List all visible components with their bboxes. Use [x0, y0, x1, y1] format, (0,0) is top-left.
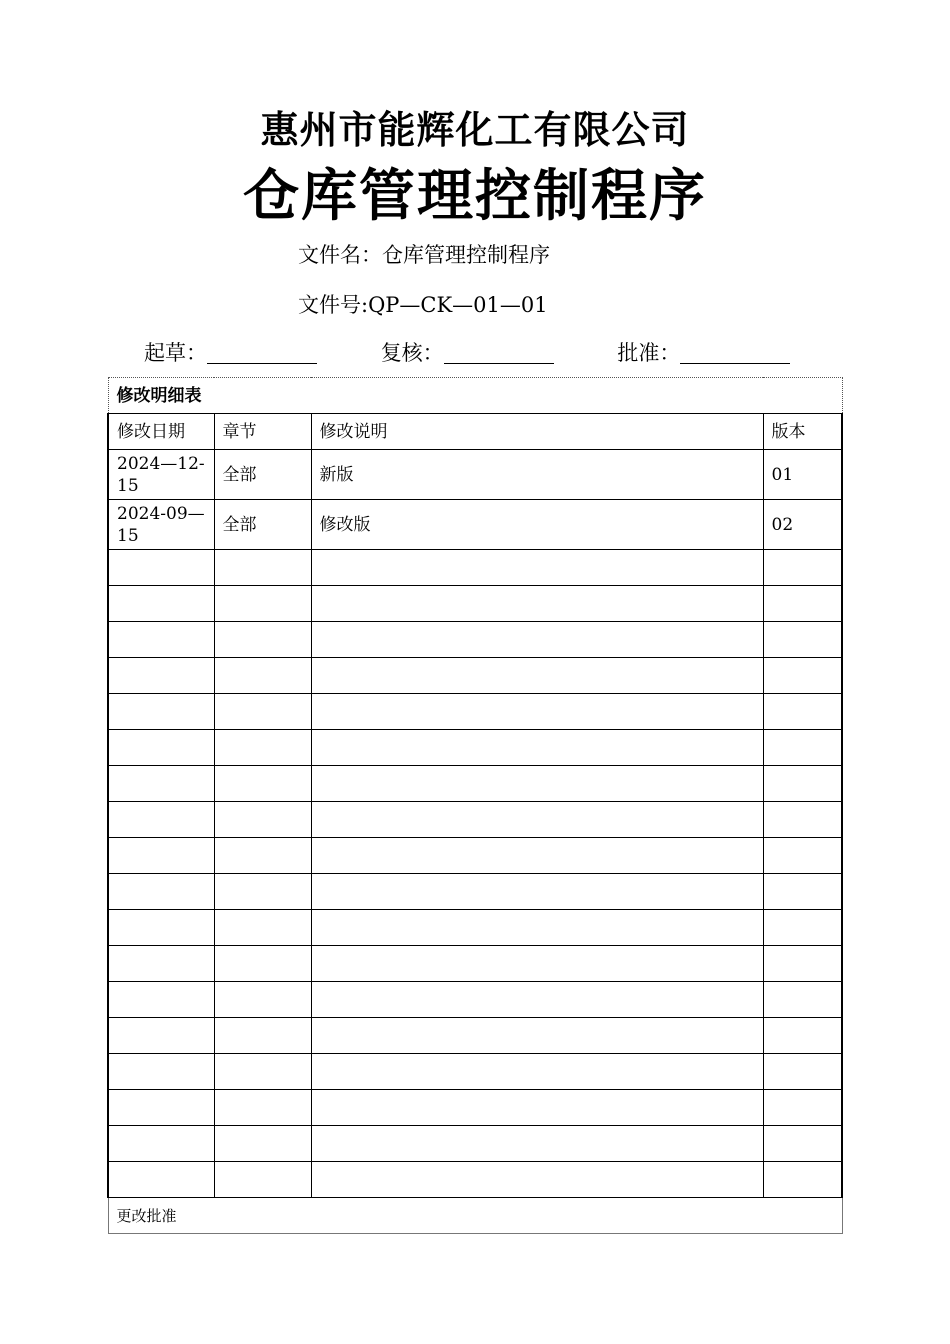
row-version: 01 [763, 450, 842, 500]
empty-version-cell[interactable] [763, 730, 842, 766]
header-description: 修改说明 [311, 414, 763, 450]
empty-date-cell[interactable] [108, 550, 214, 586]
empty-table-row [108, 1126, 842, 1162]
empty-version-cell[interactable] [763, 1054, 842, 1090]
empty-description-cell[interactable] [311, 550, 763, 586]
approve-label: 批准： [617, 341, 681, 365]
empty-description-cell[interactable] [311, 874, 763, 910]
review-label: 复核： [380, 341, 444, 365]
file-number-value: QP—CK—01—01 [368, 293, 548, 317]
empty-chapter-cell[interactable] [214, 1090, 311, 1126]
empty-description-cell[interactable] [311, 1090, 763, 1126]
empty-description-cell[interactable] [311, 730, 763, 766]
revision-table [107, 377, 843, 1234]
empty-table-row [108, 838, 842, 874]
empty-date-cell[interactable] [108, 946, 214, 982]
empty-table-row [108, 982, 842, 1018]
empty-chapter-cell[interactable] [214, 586, 311, 622]
empty-date-cell[interactable] [108, 694, 214, 730]
empty-chapter-cell[interactable] [214, 982, 311, 1018]
table-row [108, 450, 842, 500]
document-title: 仓库管理控制程序 [243, 163, 707, 229]
empty-chapter-cell[interactable] [214, 1162, 311, 1198]
empty-table-row [108, 946, 842, 982]
empty-version-cell[interactable] [763, 1126, 842, 1162]
file-name-line [298, 240, 550, 270]
draft-label: 起草： [144, 341, 207, 365]
file-number-line [298, 290, 548, 320]
empty-version-cell[interactable] [763, 946, 842, 982]
empty-chapter-cell[interactable] [214, 1126, 311, 1162]
empty-table-row [108, 658, 842, 694]
empty-table-row [108, 766, 842, 802]
empty-version-cell[interactable] [763, 910, 842, 946]
empty-table-row [108, 550, 842, 586]
empty-date-cell[interactable] [108, 802, 214, 838]
review-signature [381, 338, 611, 368]
header-version: 版本 [763, 414, 842, 450]
empty-description-cell[interactable] [311, 1054, 763, 1090]
empty-chapter-cell[interactable] [214, 730, 311, 766]
empty-description-cell[interactable] [311, 622, 763, 658]
empty-date-cell[interactable] [108, 730, 214, 766]
revision-table-header [108, 414, 842, 450]
empty-description-cell[interactable] [311, 802, 763, 838]
empty-date-cell[interactable] [108, 622, 214, 658]
header-date: 修改日期 [108, 414, 214, 450]
signature-row [144, 338, 847, 368]
approve-signature [617, 338, 847, 368]
empty-chapter-cell[interactable] [214, 1018, 311, 1054]
empty-date-cell[interactable] [108, 1090, 214, 1126]
empty-date-cell[interactable] [108, 1162, 214, 1198]
empty-version-cell[interactable] [763, 802, 842, 838]
empty-table-row [108, 730, 842, 766]
row-version: 02 [763, 500, 842, 550]
empty-description-cell[interactable] [311, 1018, 763, 1054]
empty-chapter-cell[interactable] [214, 802, 311, 838]
empty-chapter-cell[interactable] [214, 946, 311, 982]
empty-chapter-cell[interactable] [214, 874, 311, 910]
empty-date-cell[interactable] [108, 1054, 214, 1090]
empty-chapter-cell[interactable] [214, 838, 311, 874]
empty-version-cell[interactable] [763, 838, 842, 874]
empty-description-cell[interactable] [311, 982, 763, 1018]
empty-chapter-cell[interactable] [214, 766, 311, 802]
empty-table-row [108, 694, 842, 730]
empty-description-cell[interactable] [311, 1126, 763, 1162]
empty-chapter-cell[interactable] [214, 694, 311, 730]
empty-date-cell[interactable] [108, 1018, 214, 1054]
empty-version-cell[interactable] [763, 694, 842, 730]
empty-date-cell[interactable] [108, 586, 214, 622]
empty-version-cell[interactable] [763, 622, 842, 658]
empty-description-cell[interactable] [311, 586, 763, 622]
empty-date-cell[interactable] [108, 910, 214, 946]
empty-description-cell[interactable] [311, 910, 763, 946]
empty-date-cell[interactable] [108, 838, 214, 874]
draft-blank[interactable] [207, 341, 317, 364]
empty-date-cell[interactable] [108, 982, 214, 1018]
empty-version-cell[interactable] [763, 766, 842, 802]
empty-date-cell[interactable] [108, 874, 214, 910]
empty-table-row [108, 586, 842, 622]
empty-table-row [108, 1018, 842, 1054]
row-chapter: 全部 [214, 450, 311, 500]
empty-description-cell[interactable] [311, 694, 763, 730]
table-row [108, 500, 842, 550]
empty-version-cell[interactable] [763, 1090, 842, 1126]
file-number-label: 文件号: [298, 293, 369, 317]
empty-version-cell[interactable] [763, 874, 842, 910]
empty-version-cell[interactable] [763, 658, 842, 694]
header-chapter: 章节 [214, 414, 311, 450]
review-blank[interactable] [444, 341, 554, 364]
draft-signature [144, 338, 374, 368]
empty-version-cell[interactable] [763, 1018, 842, 1054]
empty-description-cell[interactable] [311, 946, 763, 982]
empty-chapter-cell[interactable] [214, 550, 311, 586]
approve-blank[interactable] [680, 341, 790, 364]
empty-chapter-cell[interactable] [214, 1054, 311, 1090]
row-chapter: 全部 [214, 500, 311, 550]
empty-chapter-cell[interactable] [214, 622, 311, 658]
empty-chapter-cell[interactable] [214, 658, 311, 694]
empty-date-cell[interactable] [108, 766, 214, 802]
row-description: 新版 [311, 450, 763, 500]
company-title: 惠州市能辉化工有限公司 [260, 107, 690, 152]
empty-date-cell[interactable] [108, 1126, 214, 1162]
row-date: 2024-09—15 [108, 500, 214, 550]
empty-description-cell[interactable] [311, 1162, 763, 1198]
revision-table-caption: 修改明细表 [108, 378, 842, 414]
empty-table-row [108, 1162, 842, 1198]
file-name-value: 仓库管理控制程序 [382, 243, 550, 267]
empty-description-cell[interactable] [311, 766, 763, 802]
empty-chapter-cell[interactable] [214, 910, 311, 946]
empty-table-row [108, 622, 842, 658]
empty-version-cell[interactable] [763, 550, 842, 586]
empty-date-cell[interactable] [108, 658, 214, 694]
empty-description-cell[interactable] [311, 838, 763, 874]
change-approval: 更改批准 [108, 1198, 842, 1234]
empty-table-row [108, 910, 842, 946]
empty-version-cell[interactable] [763, 1162, 842, 1198]
row-description: 修改版 [311, 500, 763, 550]
empty-table-row [108, 1054, 842, 1090]
empty-version-cell[interactable] [763, 982, 842, 1018]
row-date: 2024—12-15 [108, 450, 214, 500]
file-name-label: 文件名： [298, 243, 382, 267]
empty-table-row [108, 1090, 842, 1126]
empty-table-row [108, 802, 842, 838]
empty-table-row [108, 874, 842, 910]
empty-description-cell[interactable] [311, 658, 763, 694]
empty-version-cell[interactable] [763, 586, 842, 622]
